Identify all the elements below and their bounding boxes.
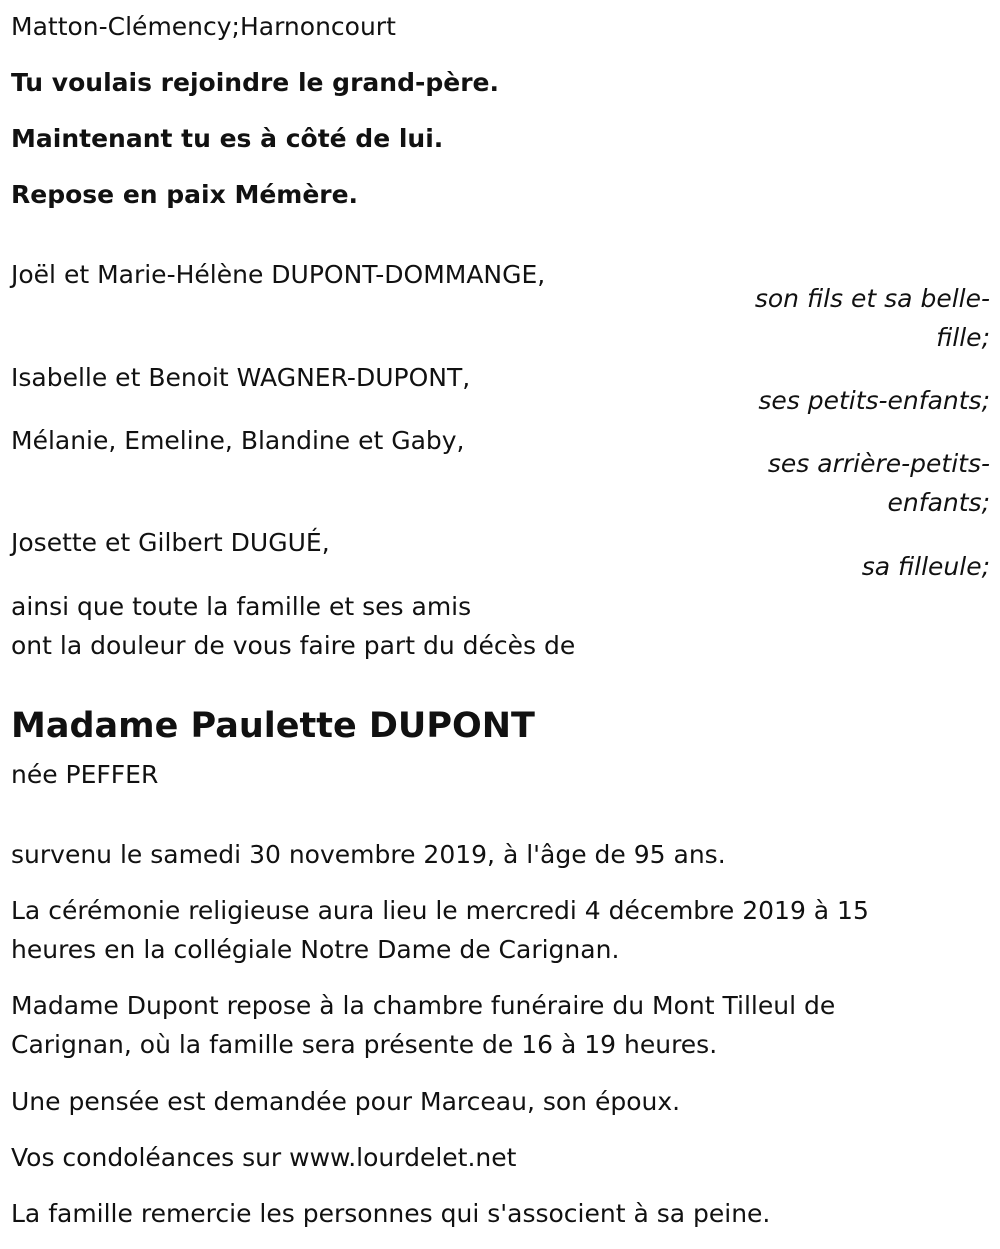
intro-line-1: ainsi que toute la famille et ses amis [11,592,472,621]
intro-line-2: ont la douleur de vous faire part du décès de [11,631,576,660]
poem-line-1: Tu voulais rejoindre le grand-père. [11,68,499,97]
poem-line-2: Maintenant tu es à côté de lui. [11,124,444,153]
family-names-3: Mélanie, Emeline, Blandine et Gaby, [11,426,465,455]
thanks-paragraph: La famille remercie les personnes qui s'associent à sa peine. [11,1199,771,1228]
family-relation-1a: son fils et sa belle- [754,284,990,313]
family-names-4: Josette et Gilbert DUGUÉ, [11,528,330,557]
condolences-paragraph: Vos condoléances sur www.lourdelet.net [11,1143,517,1172]
deceased-name: Madame Paulette DUPONT [11,706,535,746]
family-relation-4: sa filleule; [861,552,990,581]
family-relation-1b: fille; [936,323,990,352]
family-relation-3a: ses arrière-petits- [767,449,990,478]
thought-paragraph: Une pensée est demandée pour Marceau, son époux. [11,1087,681,1116]
family-relation-3b: enfants; [887,488,990,517]
location-line: Matton-Clémency;Harnoncourt [11,12,396,41]
ceremony-line-1: La cérémonie religieuse aura lieu le mercredi 4 décembre 2019 à 15 [11,896,869,925]
family-names-1: Joël et Marie-Hélène DUPONT-DOMMANGE, [11,260,546,289]
deceased-birth-name: née PEFFER [11,760,159,789]
family-names-2: Isabelle et Benoit WAGNER-DUPONT, [11,363,471,392]
death-date-paragraph: survenu le samedi 30 novembre 2019, à l'âge de 95 ans. [11,840,726,869]
funeral-home-line-1: Madame Dupont repose à la chambre funéraire du Mont Tilleul de [11,991,836,1020]
funeral-home-line-2: Carignan, où la famille sera présente de 16 à 19 heures. [11,1030,718,1059]
ceremony-line-2: heures en la collégiale Notre Dame de Carignan. [11,935,620,964]
poem-line-3: Repose en paix Mémère. [11,180,359,209]
family-relation-2: ses petits-enfants; [758,386,990,415]
